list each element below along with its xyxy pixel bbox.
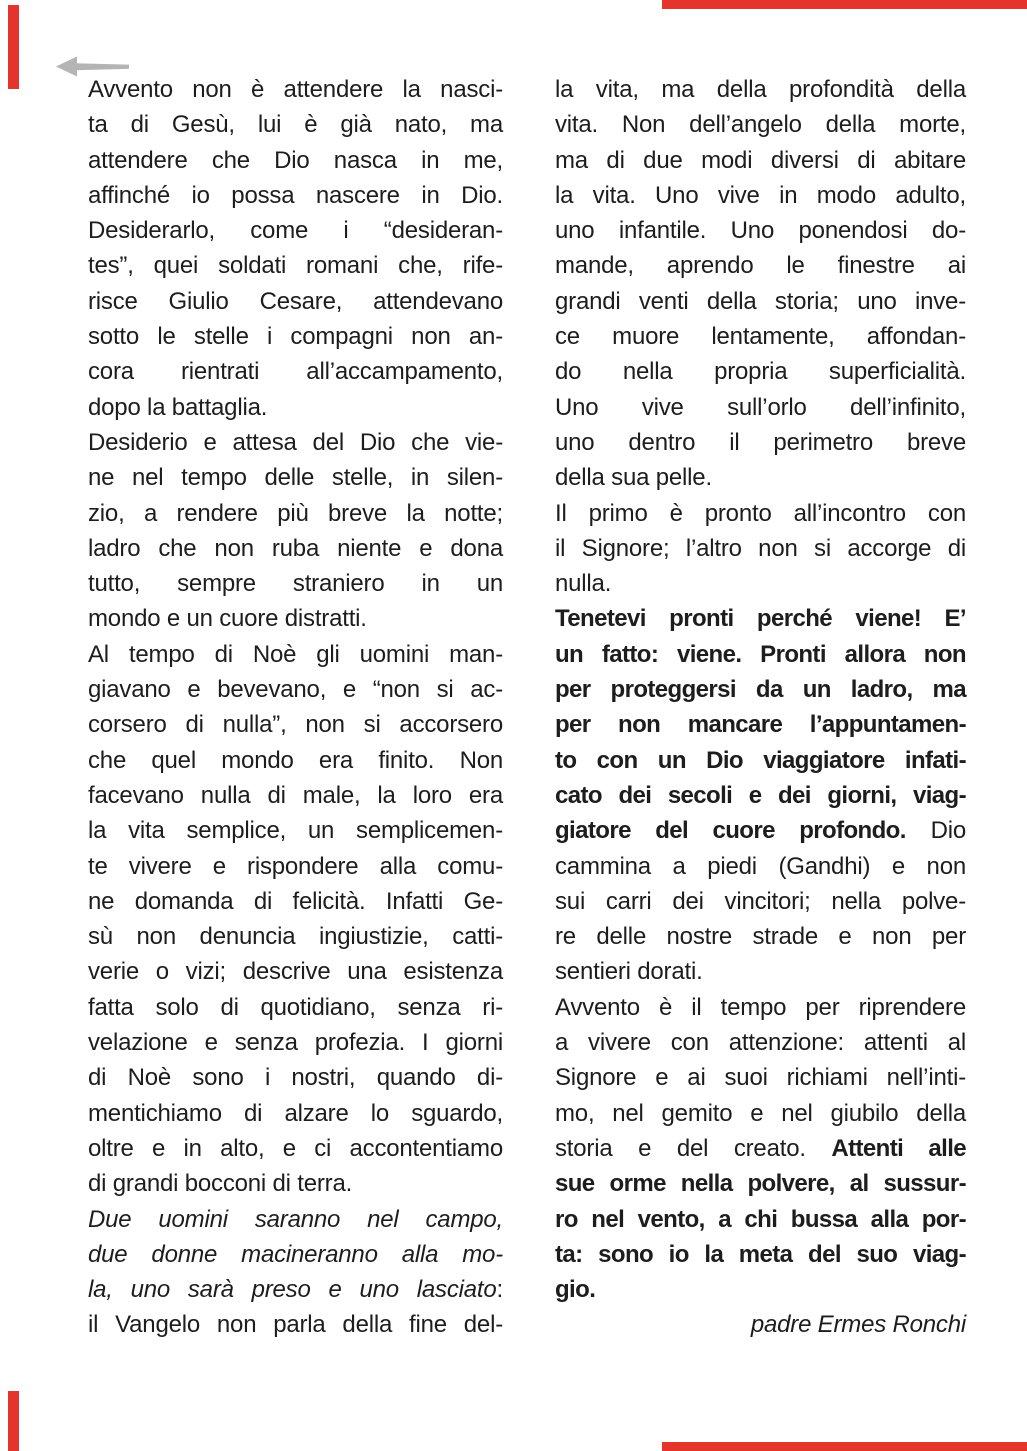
text-line: [88, 1131, 503, 1166]
text-segment: la, uno sarà preso e uno lasciato: [88, 1276, 497, 1304]
text-line: [555, 990, 966, 1025]
text-segment: sotto le stelle i compagni non an-: [88, 323, 503, 351]
text-line: [88, 178, 503, 213]
text-segment: Tenetevi pronti perché viene! E’: [555, 605, 966, 633]
text-segment: dopo la battaglia.: [88, 393, 268, 421]
text-segment: oltre e in alto, e ci accontentiamo: [88, 1134, 503, 1162]
text-line: [555, 390, 966, 425]
text-line: [555, 460, 966, 495]
text-line: [88, 496, 503, 531]
text-line: [555, 284, 966, 319]
text-line: [555, 72, 966, 107]
paragraph: [555, 496, 966, 602]
text-segment: la vita, ma della profondità della: [555, 76, 966, 103]
text-line: [88, 990, 503, 1025]
text-line: [88, 1096, 503, 1131]
paragraph: [88, 1202, 503, 1343]
paragraph: [555, 990, 966, 1308]
text-segment: uno dentro il perimetro breve: [555, 428, 966, 456]
text-segment: cora rientrati all’accampamento,: [88, 358, 503, 386]
text-line: [555, 178, 966, 213]
text-segment: Al tempo di Noè gli uomini man-: [88, 640, 503, 668]
text-segment: ladro che non ruba niente e dona: [88, 534, 503, 562]
text-line: [555, 107, 966, 142]
text-segment: te vivere e rispondere alla comu-: [88, 852, 503, 880]
text-line: [555, 1237, 966, 1272]
text-segment: :: [496, 1276, 503, 1304]
text-segment: affinché io possa nascere in Dio.: [88, 181, 503, 209]
text-segment: re delle nostre strade e non per: [555, 923, 966, 951]
text-line: [88, 460, 503, 495]
text-line: [555, 707, 966, 742]
red-border-segment-top-right: [662, 0, 1027, 9]
text-line: [88, 1237, 503, 1272]
paragraph: [88, 637, 503, 1202]
text-line: [88, 143, 503, 178]
text-segment: to con un Dio viaggiatore infati-: [555, 746, 966, 774]
text-segment: due donne macineranno alla mo-: [88, 1240, 503, 1268]
text-line: [88, 1272, 503, 1307]
text-segment: la vita semplice, un semplicemen-: [88, 817, 503, 845]
paragraph: [88, 425, 503, 637]
red-border-segment-left-bottom: [8, 1391, 19, 1451]
text-segment: corsero di nulla”, non si accorsero: [88, 711, 503, 739]
text-line: [555, 1202, 966, 1237]
text-line: [555, 849, 966, 884]
text-segment: Avvento è il tempo per riprendere: [555, 993, 966, 1021]
text-segment: ta di Gesù, lui è già nato, ma: [88, 111, 503, 139]
text-line: [88, 354, 503, 389]
right-column: [555, 72, 966, 1343]
text-line: [555, 248, 966, 283]
text-segment: a vivere con attenzione: attenti al: [555, 1029, 966, 1057]
text-segment: la vita. Uno vive in modo adulto,: [555, 181, 966, 209]
text-line: [555, 319, 966, 354]
text-line: [555, 919, 966, 954]
text-segment: facevano nulla di male, la loro era: [88, 781, 503, 809]
text-segment: Signore e ai suoi richiami nell’inti-: [555, 1064, 966, 1092]
text-line: [555, 954, 966, 989]
text-line: [555, 1096, 966, 1131]
text-line: [555, 813, 966, 848]
text-line: [88, 566, 503, 601]
text-segment: per non mancare l’appuntamen-: [555, 711, 966, 739]
text-line: [88, 954, 503, 989]
text-segment: giavano e bevevano, e “non si ac-: [88, 676, 503, 704]
text-line: [88, 213, 503, 248]
text-segment: cato dei secoli e dei giorni, viag-: [555, 781, 966, 809]
text-line: [555, 1272, 966, 1307]
text-segment: ne domanda di felicità. Infatti Ge-: [88, 887, 503, 915]
text-line: [555, 496, 966, 531]
text-segment: zio, a rendere più breve la notte;: [88, 499, 503, 527]
text-line: [88, 778, 503, 813]
text-segment: Desiderarlo, come i “desideran-: [88, 217, 503, 245]
text-line: [555, 531, 966, 566]
text-segment: cammina a piedi (Gandhi) e non: [555, 852, 966, 880]
text-line: [88, 248, 503, 283]
text-segment: ce muore lentamente, affondan-: [555, 323, 966, 351]
article-body: [88, 72, 966, 1343]
paragraph: [88, 72, 503, 425]
text-segment: uno infantile. Uno ponendosi do-: [555, 217, 966, 245]
text-line: [88, 743, 503, 778]
text-line: [555, 637, 966, 672]
text-line: [88, 390, 503, 425]
paragraph: [555, 1307, 966, 1342]
paragraph: [555, 601, 966, 989]
text-segment: ne nel tempo delle stelle, in silen-: [88, 464, 503, 492]
text-segment: della sua pelle.: [555, 464, 712, 492]
text-line: [88, 1307, 503, 1342]
text-line: [555, 566, 966, 601]
text-segment: storia e del creato.: [555, 1134, 832, 1162]
text-segment: risce Giulio Cesare, attendevano: [88, 287, 503, 315]
text-segment: Uno vive sull’orlo dell’infinito,: [555, 393, 966, 421]
text-line: [555, 778, 966, 813]
text-line: [555, 1060, 966, 1095]
text-line: [555, 354, 966, 389]
text-segment: Due uomini saranno nel campo,: [88, 1205, 503, 1233]
text-line: [88, 284, 503, 319]
text-segment: sentieri dorati.: [555, 958, 703, 986]
text-segment: Desiderio e attesa del Dio che vie-: [88, 428, 503, 456]
text-segment: gio.: [555, 1276, 596, 1304]
text-segment: il Vangelo non parla della fine del-: [88, 1311, 503, 1339]
text-line: [88, 849, 503, 884]
text-segment: per proteggersi da un ladro, ma: [555, 676, 966, 704]
text-line: [88, 672, 503, 707]
text-line: [555, 1166, 966, 1201]
text-segment: giatore del cuore profondo.: [555, 817, 906, 845]
text-segment: velazione e senza profezia. I giorni: [88, 1029, 503, 1057]
text-segment: do nella propria superficialità.: [555, 358, 966, 386]
text-segment: nulla.: [555, 570, 612, 598]
text-segment: un fatto: viene. Pronti allora non: [555, 640, 966, 668]
left-column: [88, 72, 503, 1343]
text-line: [88, 1025, 503, 1060]
text-segment: Dio: [905, 817, 967, 845]
text-segment: sui carri dei vincitori; nella polve-: [555, 887, 966, 915]
text-line: [88, 601, 503, 636]
text-line: [88, 637, 503, 672]
text-segment: tes”, quei soldati romani che, rife-: [88, 252, 503, 280]
text-line: [88, 319, 503, 354]
text-segment: mande, aprendo le finestre ai: [555, 252, 966, 280]
text-segment: Attenti alle: [831, 1134, 967, 1162]
text-line: [88, 72, 503, 107]
text-line: [555, 672, 966, 707]
text-line: [88, 425, 503, 460]
text-line: [88, 107, 503, 142]
text-line: [555, 884, 966, 919]
text-segment: vita. Non dell’angelo della morte,: [555, 111, 966, 139]
text-line: [88, 707, 503, 742]
text-line: [555, 743, 966, 778]
text-line: [88, 531, 503, 566]
text-line: [555, 425, 966, 460]
text-segment: attendere che Dio nasca in me,: [88, 146, 503, 174]
text-line: [88, 813, 503, 848]
red-border-segment-left-top: [8, 5, 19, 89]
text-segment: sue orme nella polvere, al sussur-: [555, 1170, 966, 1198]
text-segment: fatta solo di quotidiano, senza ri-: [88, 993, 503, 1021]
text-segment: di grandi bocconi di terra.: [88, 1170, 353, 1198]
text-segment: ta: sono io la meta del suo viag-: [555, 1240, 966, 1268]
text-segment: mentichiamo di alzare lo sguardo,: [88, 1099, 503, 1127]
text-segment: mo, nel gemito e nel giubilo della: [555, 1099, 966, 1127]
text-line: [88, 919, 503, 954]
text-segment: che quel mondo era finito. Non: [88, 746, 503, 774]
text-line: [555, 213, 966, 248]
text-segment: padre Ermes Ronchi: [750, 1311, 966, 1339]
text-segment: il Signore; l’altro non si accorge di: [555, 534, 966, 562]
text-segment: tutto, sempre straniero in un: [88, 570, 503, 598]
paragraph: [555, 72, 966, 496]
text-line: [555, 143, 966, 178]
text-line: [555, 601, 966, 636]
red-border-segment-bottom-right: [662, 1442, 1027, 1451]
text-segment: Avvento non è attendere la nasci-: [88, 76, 503, 103]
text-line: [555, 1131, 966, 1166]
text-line: [88, 1202, 503, 1237]
text-line: [88, 884, 503, 919]
text-segment: ma di due modi diversi di abitare: [555, 146, 966, 174]
text-line: [88, 1166, 503, 1201]
text-segment: di Noè sono i nostri, quando di-: [88, 1064, 503, 1092]
text-line: [555, 1025, 966, 1060]
text-segment: grandi venti della storia; uno inve-: [555, 287, 966, 315]
text-segment: sù non denuncia ingiustizie, catti-: [88, 923, 503, 951]
text-segment: verie o vizi; descrive una esistenza: [88, 958, 503, 986]
text-segment: Il primo è pronto all’incontro con: [555, 499, 966, 527]
text-segment: ro nel vento, a chi bussa alla por-: [555, 1205, 966, 1233]
text-line: [555, 1307, 966, 1342]
text-segment: mondo e un cuore distratti.: [88, 605, 367, 633]
text-line: [88, 1060, 503, 1095]
